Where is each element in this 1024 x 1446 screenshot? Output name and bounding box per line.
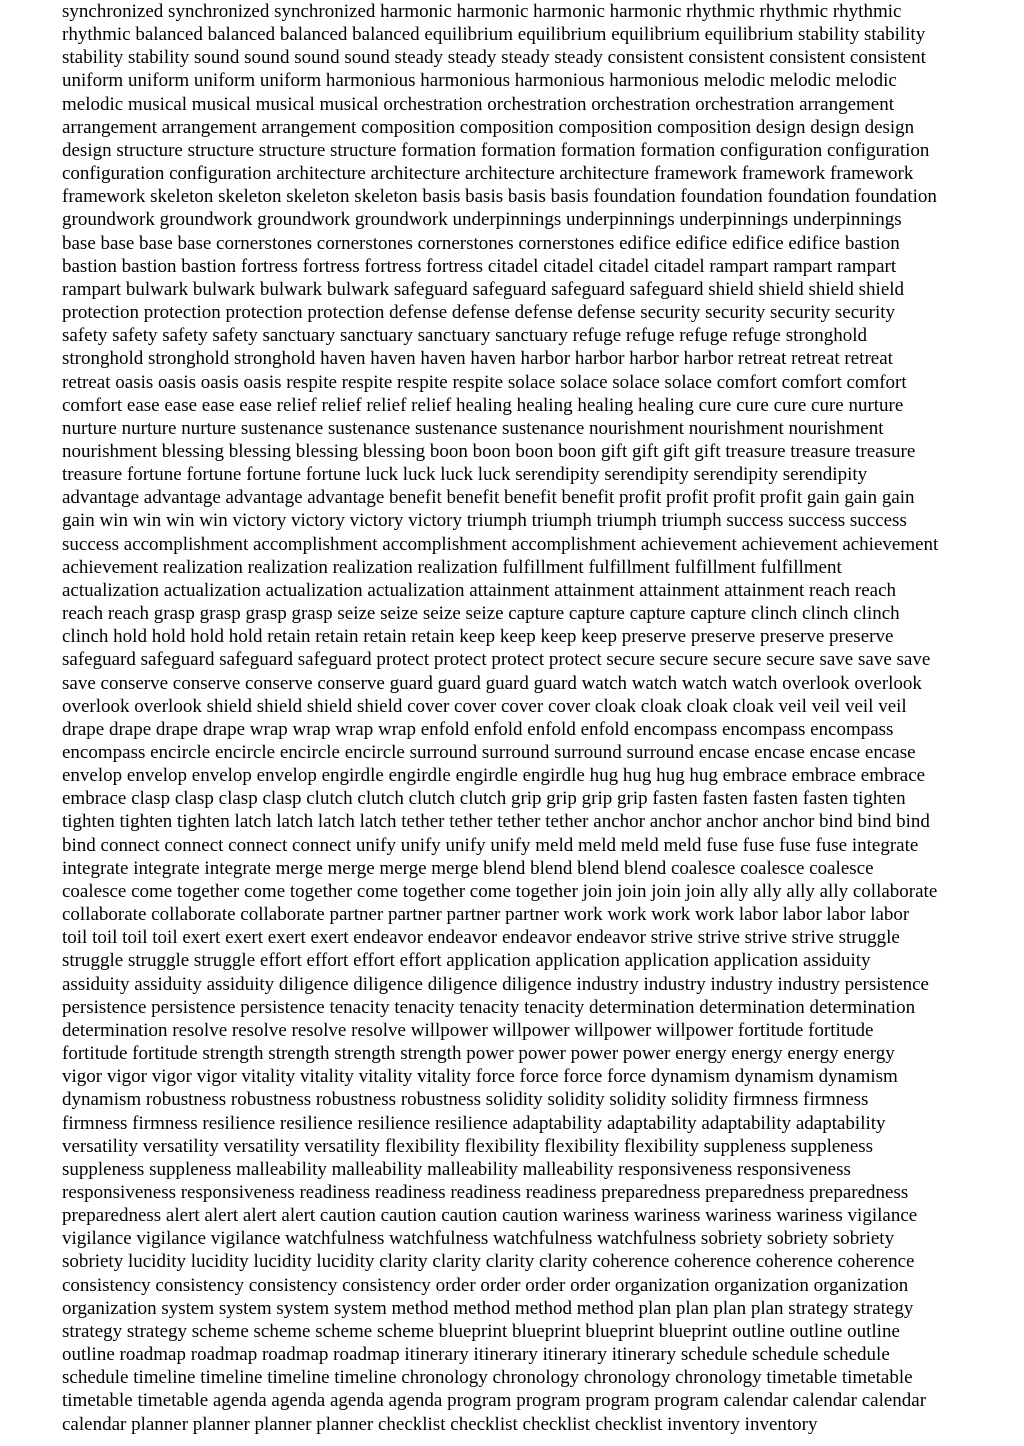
text-line: collaborate collaborate collaborate partner partner partner partner work work work work labor labor labor labor xyxy=(62,904,910,926)
text-line: sobriety lucidity lucidity lucidity lucidity clarity clarity clarity clarity coherence coherence coherence coherence xyxy=(62,1251,915,1273)
text-line: stronghold stronghold stronghold haven haven haven haven harbor harbor harbor harbor retreat retreat retreat xyxy=(62,348,893,370)
text-line: protection protection protection protection defense defense defense defense security security security security xyxy=(62,302,896,324)
text-line: toil toil toil toil exert exert exert exert endeavor endeavor endeavor endeavor strive strive strive strive struggle xyxy=(62,927,900,949)
text-line: envelop envelop envelop envelop engirdle engirdle engirdle engirdle hug hug hug hug embrace embrace embrace xyxy=(62,765,926,787)
text-line: coalesce come together come together come together come together join join join join ally ally ally ally collaborate xyxy=(62,880,938,902)
text-line: uniform uniform uniform uniform harmonious harmonious harmonious harmonious melodic melodic melodic xyxy=(62,70,897,92)
text-line: configuration configuration architecture architecture architecture architecture framework framework framework xyxy=(62,163,914,185)
text-line: retreat oasis oasis oasis oasis respite respite respite respite solace solace solace solace comfort comfort comfort xyxy=(62,371,907,393)
text-line: treasure fortune fortune fortune fortune luck luck luck luck serendipity serendipity serendipity serendipity xyxy=(62,464,868,486)
text-line: synchronized synchronized synchronized harmonic harmonic harmonic harmonic rhythmic rhythmic rhythmic xyxy=(62,1,902,22)
text-line: calendar planner planner planner planner checklist checklist checklist checklist inventory inventory xyxy=(62,1413,818,1435)
text-line: actualization actualization actualization actualization attainment attainment attainment attainment reach reach xyxy=(62,579,897,601)
text-line: comfort ease ease ease ease relief relief relief relief healing healing healing healing cure cure cure cure nurture xyxy=(62,394,904,416)
text-line: struggle struggle struggle effort effort effort effort application application application application assiduity xyxy=(62,950,871,972)
text-line: stability stability sound sound sound sound steady steady steady steady consistent consistent consistent consistent xyxy=(62,47,926,69)
document-page xyxy=(62,0,1024,1446)
text-body xyxy=(62,0,1024,1436)
text-line: embrace clasp clasp clasp clasp clutch clutch clutch clutch grip grip grip grip fasten fasten fasten fasten tighten xyxy=(62,788,906,810)
text-line: rhythmic balanced balanced balanced balanced equilibrium equilibrium equilibrium equilibrium stability stability xyxy=(62,24,926,46)
text-line: drape drape drape drape wrap wrap wrap wrap enfold enfold enfold enfold encompass encompass encompass xyxy=(62,718,894,740)
text-line: integrate integrate integrate merge merge merge merge blend blend blend blend coalesce coalesce coalesce xyxy=(62,857,874,879)
text-line: fortitude fortitude strength strength strength strength power power power power energy energy energy energy xyxy=(62,1043,895,1065)
text-line: assiduity assiduity assiduity diligence diligence diligence diligence industry industry industry industry persistence xyxy=(62,973,929,995)
text-line: encompass encircle encircle encircle encircle surround surround surround surround encase encase encase encase xyxy=(62,742,916,763)
text-line: groundwork groundwork groundwork groundwork underpinnings underpinnings underpinnings underpinnings xyxy=(62,209,902,231)
text-line: persistence persistence persistence tenacity tenacity tenacity tenacity determination determination determination xyxy=(62,996,916,1018)
text-line: vigor vigor vigor vigor vitality vitality vitality vitality force force force force dynamism dynamism dynamism xyxy=(62,1066,898,1088)
text-line: arrangement arrangement arrangement composition composition composition composition design design design xyxy=(62,116,915,138)
text-line: firmness firmness resilience resilience resilience resilience adaptability adaptability adaptability adaptability xyxy=(62,1112,886,1134)
text-line: reach reach grasp grasp grasp grasp seize seize seize seize capture capture capture capture clinch clinch clinch xyxy=(62,603,900,625)
text-line: advantage advantage advantage advantage benefit benefit benefit benefit profit profit profit profit gain gain gain xyxy=(62,487,915,509)
text-line: safeguard safeguard safeguard safeguard protect protect protect protect secure secure secure secure save save save xyxy=(62,649,931,671)
text-line: vigilance vigilance vigilance watchfulness watchfulness watchfulness watchfulness sobriety sobriety sobriety xyxy=(62,1228,895,1250)
text-line: bastion bastion bastion fortress fortress fortress fortress citadel citadel citadel citadel rampart rampart rampart xyxy=(62,255,897,277)
text-line: framework skeleton skeleton skeleton skeleton basis basis basis basis foundation foundation foundation foundation xyxy=(62,186,937,208)
text-line: timetable timetable agenda agenda agenda agenda program program program program calendar calendar calendar xyxy=(62,1390,927,1412)
text-line: tighten tighten tighten latch latch latch latch tether tether tether tether anchor anchor anchor anchor bind bind bind xyxy=(62,811,930,833)
text-line: dynamism robustness robustness robustness robustness solidity solidity solidity solidity firmness firmness xyxy=(62,1089,869,1111)
text-line: base base base base cornerstones cornerstones cornerstones cornerstones edifice edifice edifice edifice bastion xyxy=(62,232,900,254)
text-line: consistency consistency consistency consistency order order order order organization organization organization xyxy=(62,1274,909,1296)
text-line: melodic musical musical musical musical orchestration orchestration orchestration orchestration arrangement xyxy=(62,93,895,115)
text-line: achievement realization realization realization realization fulfillment fulfillment fulfillment fulfillment xyxy=(62,556,842,578)
text-line: clinch hold hold hold hold retain retain retain retain keep keep keep keep preserve preserve preserve preserve xyxy=(62,626,894,648)
text-line: nurture nurture nurture sustenance sustenance sustenance sustenance nourishment nourishment nourishment xyxy=(62,417,884,439)
text-line: determination resolve resolve resolve resolve willpower willpower willpower willpower fortitude fortitude xyxy=(62,1019,874,1041)
text-line: responsiveness responsiveness readiness readiness readiness readiness preparedness preparedness preparedness xyxy=(62,1181,909,1203)
text-line: success accomplishment accomplishment accomplishment accomplishment achievement achievement achievement xyxy=(62,533,939,555)
text-line: strategy strategy scheme scheme scheme scheme blueprint blueprint blueprint blueprint outline outline outline xyxy=(62,1320,900,1342)
text-line: safety safety safety safety sanctuary sanctuary sanctuary sanctuary refuge refuge refuge refuge stronghold xyxy=(62,325,868,347)
text-line: nourishment blessing blessing blessing blessing boon boon boon boon gift gift gift gift treasure treasure treasure xyxy=(62,440,916,462)
text-line: organization system system system system method method method method plan plan plan plan strategy strategy xyxy=(62,1297,914,1319)
text-line: preparedness alert alert alert alert caution caution caution caution wariness wariness wariness wariness vigilance xyxy=(62,1205,918,1227)
text-line: suppleness suppleness malleability malleability malleability malleability responsiveness responsiveness xyxy=(62,1158,851,1180)
text-line: design structure structure structure structure formation formation formation formation configuration configuration xyxy=(62,139,930,161)
text-line: versatility versatility versatility versatility flexibility flexibility flexibility flexibility suppleness suppleness xyxy=(62,1135,874,1157)
text-line: save conserve conserve conserve conserve guard guard guard guard watch watch watch watch overlook overlook xyxy=(62,672,922,694)
text-line: schedule timeline timeline timeline timeline chronology chronology chronology chronology timetable timetable xyxy=(62,1367,913,1389)
text-line: bind connect connect connect connect unify unify unify unify meld meld meld meld fuse fuse fuse fuse integrate xyxy=(62,834,919,856)
text-line: gain win win win win victory victory victory victory triumph triumph triumph triumph success success success xyxy=(62,510,907,532)
text-line: outline roadmap roadmap roadmap roadmap itinerary itinerary itinerary itinerary schedule schedule schedule xyxy=(62,1344,890,1366)
text-line: overlook overlook shield shield shield shield cover cover cover cover cloak cloak cloak cloak veil veil veil veil xyxy=(62,695,907,717)
text-line: rampart bulwark bulwark bulwark bulwark safeguard safeguard safeguard safeguard shield shield shield shield xyxy=(62,278,905,300)
